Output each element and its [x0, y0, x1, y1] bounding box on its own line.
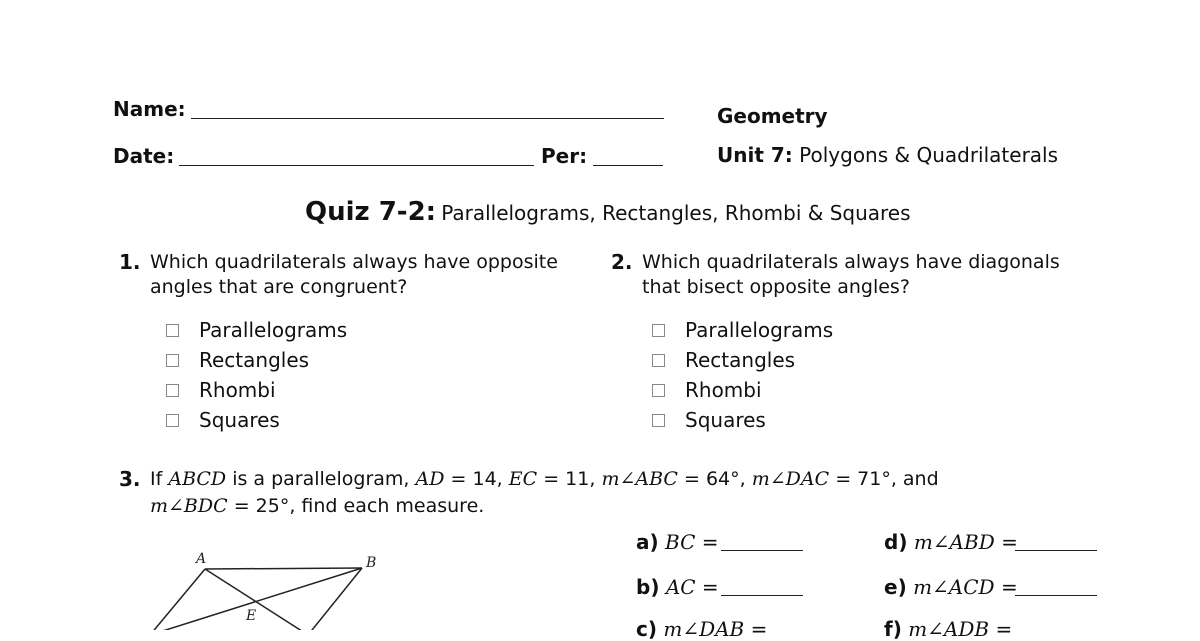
q3-math: m∠DAC — [751, 468, 830, 490]
q1-option-parallelograms: Parallelograms — [199, 318, 348, 342]
period-label: Per: — [541, 144, 588, 168]
course-name: Geometry — [717, 104, 828, 128]
part-d — [884, 530, 1018, 554]
q3-math: EC — [508, 468, 538, 490]
part-expression: BC — [665, 530, 696, 554]
q2-option-parallelograms: Parallelograms — [685, 318, 834, 342]
part-equals: = — [695, 575, 719, 599]
part-equals: = — [695, 530, 719, 554]
q3-text: = 25°, find each measure. — [227, 495, 485, 517]
vertex-label-a: A — [196, 551, 207, 567]
quiz-title — [305, 197, 911, 227]
quiz-number: Quiz 7-2: — [305, 197, 437, 227]
name-field[interactable] — [191, 118, 664, 119]
question-2-line1: Which quadrilaterals always have diagonals — [642, 251, 1060, 273]
question-1-text — [150, 250, 558, 300]
q1-option-squares: Squares — [199, 408, 280, 432]
part-a — [636, 530, 719, 554]
question-3-line1 — [150, 467, 939, 492]
part-b-answer[interactable] — [721, 595, 803, 596]
part-letter: e) — [884, 575, 907, 599]
question-1-number: 1. — [119, 250, 141, 274]
diagonal-ac — [205, 569, 308, 630]
q2-option-squares: Squares — [685, 408, 766, 432]
parallelogram-figure — [140, 540, 400, 630]
part-letter: f) — [884, 617, 902, 641]
part-letter: c) — [636, 617, 657, 641]
question-1-line2: angles that are congruent? — [150, 276, 408, 298]
part-a-answer[interactable] — [721, 550, 803, 551]
part-f — [884, 617, 1012, 641]
q2-checkbox-rectangles[interactable] — [652, 354, 665, 367]
date-field[interactable] — [179, 165, 534, 166]
part-expression: m∠DAB — [663, 617, 745, 641]
q3-math: m∠BDC — [150, 495, 228, 517]
part-expression: m∠ACD — [913, 575, 995, 599]
part-equals: = — [989, 617, 1013, 641]
question-2-line2: that bisect opposite angles? — [642, 276, 910, 298]
part-letter: d) — [884, 530, 908, 554]
q2-checkbox-squares[interactable] — [652, 414, 665, 427]
q3-math: m∠ABC — [601, 468, 678, 490]
q1-option-rhombi: Rhombi — [199, 378, 276, 402]
q2-option-rectangles: Rectangles — [685, 348, 796, 372]
question-3-number: 3. — [119, 467, 141, 491]
period-field[interactable] — [593, 165, 663, 166]
q1-checkbox-rhombi[interactable] — [166, 384, 179, 397]
part-e — [884, 575, 1018, 599]
q2-checkbox-rhombi[interactable] — [652, 384, 665, 397]
q3-math: ABCD — [168, 468, 227, 490]
part-letter: a) — [636, 530, 659, 554]
part-expression: m∠ABD — [913, 530, 995, 554]
q3-text: is a parallelogram, — [226, 468, 416, 490]
part-equals: = — [994, 575, 1018, 599]
part-letter: b) — [636, 575, 660, 599]
part-equals: = — [994, 530, 1018, 554]
q2-option-rhombi: Rhombi — [685, 378, 762, 402]
vertex-label-e: E — [246, 608, 257, 624]
name-label: Name: — [113, 97, 186, 121]
part-e-answer[interactable] — [1015, 595, 1097, 596]
q2-checkbox-parallelograms[interactable] — [652, 324, 665, 337]
q1-checkbox-rectangles[interactable] — [166, 354, 179, 367]
q3-text: If — [150, 468, 169, 490]
part-expression: m∠ADB — [908, 617, 990, 641]
date-label: Date: — [113, 144, 175, 168]
part-c — [636, 617, 767, 641]
question-2-text — [642, 250, 1060, 300]
unit-heading — [717, 143, 1058, 167]
vertex-label-b: B — [366, 555, 377, 571]
question-1-line1: Which quadrilaterals always have opposite — [150, 251, 558, 273]
unit-title: Polygons & Quadrilaterals — [799, 143, 1059, 167]
q3-text: = 71°, and — [829, 468, 939, 490]
q3-text: = 64°, — [677, 468, 752, 490]
q1-checkbox-squares[interactable] — [166, 414, 179, 427]
quiz-topic: Parallelograms, Rectangles, Rhombi & Squares — [441, 201, 911, 225]
question-3-line2 — [150, 494, 484, 519]
q3-text: = 14, — [444, 468, 509, 490]
unit-label: Unit 7: — [717, 143, 793, 167]
q3-text: = 11, — [537, 468, 602, 490]
q1-option-rectangles: Rectangles — [199, 348, 310, 372]
part-d-answer[interactable] — [1015, 550, 1097, 551]
part-equals: = — [744, 617, 768, 641]
part-b — [636, 575, 719, 599]
q3-math: AD — [415, 468, 445, 490]
q1-checkbox-parallelograms[interactable] — [166, 324, 179, 337]
part-expression: AC — [665, 575, 696, 599]
side-ab — [205, 568, 362, 569]
question-2-number: 2. — [611, 250, 633, 274]
